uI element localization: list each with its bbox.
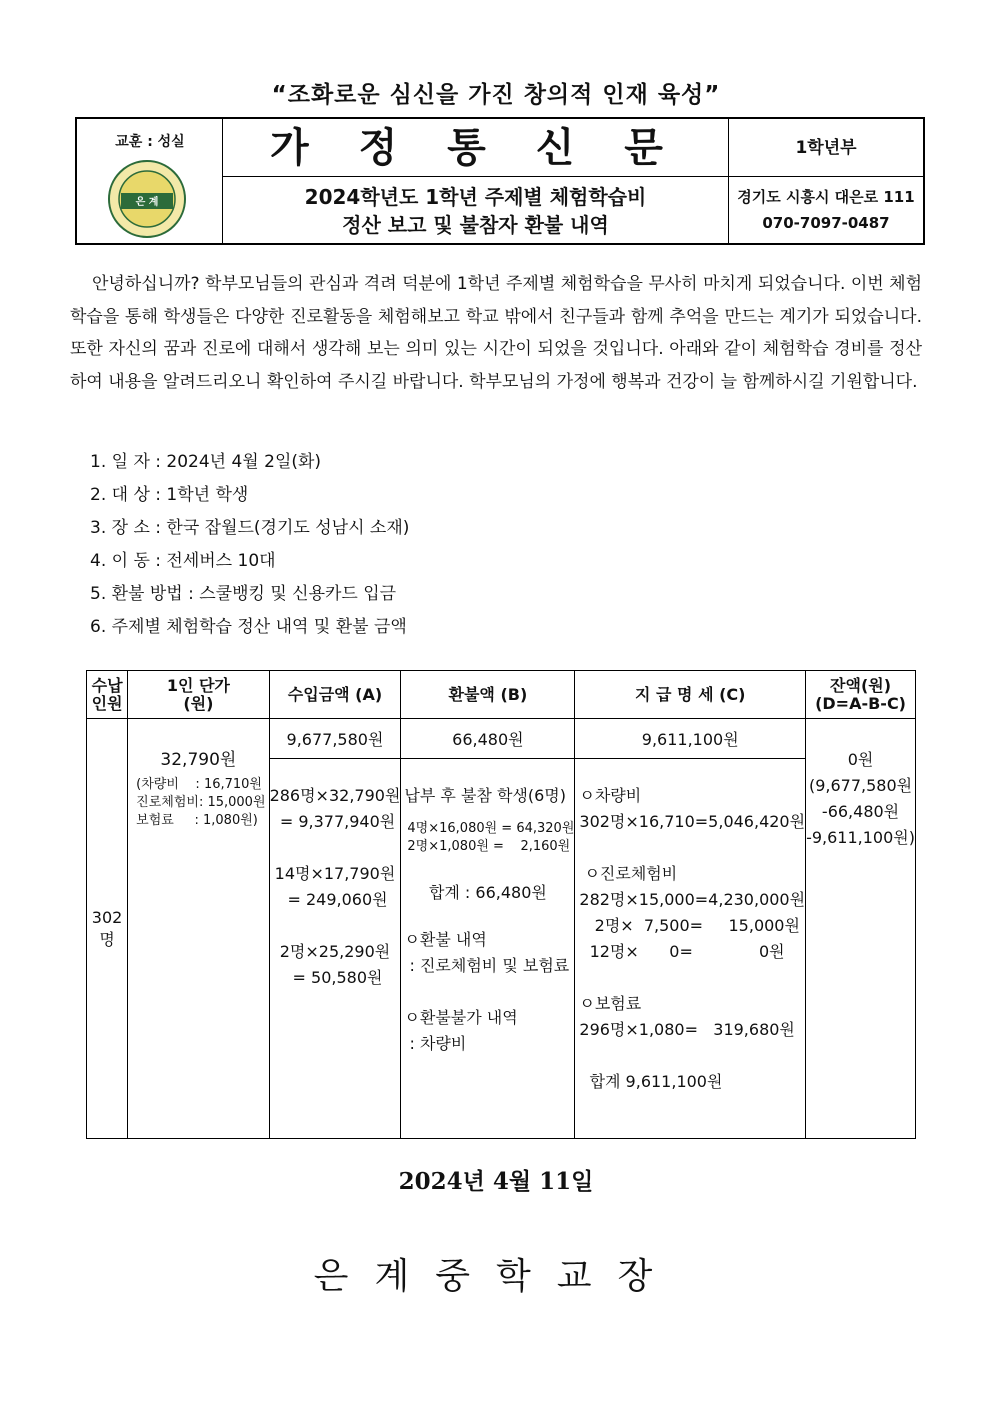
col-header-payment: 지 급 명 세 (C) — [575, 671, 806, 719]
payment-detail: ㅇ차량비 302명×16,710=5,046,420원 ㅇ진로체험비 282명×15,000=4,230,000원 2명× 7,500= 15,000원 12명× 0= 0원 ㅇ보험료 296명×1,080= 319,680원 합계 9,611,100원 — [575, 759, 806, 1139]
department: 1학년부 — [729, 119, 923, 177]
document-title: 가 정 통 신 문 — [223, 119, 729, 177]
detail-date: 1. 일 자 : 2024년 4월 2일(화) — [90, 452, 322, 472]
header-logo-cell — [77, 119, 223, 243]
col-header-refund: 환불액 (B) — [401, 671, 575, 719]
detail-target: 2. 대 상 : 1학년 학생 — [90, 485, 249, 505]
letter-header — [75, 117, 925, 245]
payment-total: 9,611,100원 — [575, 719, 806, 759]
detail-place: 3. 장 소 : 한국 잡월드(경기도 성남시 소재) — [90, 518, 410, 538]
table-header-row — [87, 671, 916, 719]
refund-title: 납부 후 불참 학생(6명) — [404, 786, 566, 805]
subtitle-line-2: 정산 보고 및 불참자 환불 내역 — [342, 213, 609, 237]
unit-price-cell — [128, 719, 269, 1139]
school-motto: 교훈 : 성실 — [115, 134, 185, 150]
svg-text:은 계: 은 계 — [135, 197, 159, 208]
unit-price: 32,790원 — [160, 750, 237, 770]
income-total: 9,677,580원 — [269, 719, 401, 759]
balance: 0원 (9,677,580원 -66,480원 -9,611,100원) — [806, 719, 916, 1139]
refund-calc: 4명×16,080원 = 64,320원 2명×1,080원 = 2,160원 — [407, 821, 575, 854]
refund-total: 66,480원 — [401, 719, 575, 759]
refund-notes: ㅇ환불 내역 : 진로체험비 및 보험료 ㅇ환불불가 내역 : 차량비 — [404, 930, 570, 1053]
col-header-count: 수납 인원 — [87, 671, 128, 719]
document-subtitle — [223, 177, 729, 243]
intro-paragraph: 안녕하십니까? 학부모님들의 관심과 격려 덕분에 1학년 주제별 체험학습을 무사히 마치게 되었습니다. 이번 체험학습을 통해 학생들은 다양한 진로활동을 체험해보고 학교 밖에서 친구들과 함께 추억을 만드는 계기가 되었습니다. 또한 자신의 꿈과 진로에 대해서 생각해 보는 의미 있는 시간이 되었을 것입니다. 아래와 같이 체험학습 경비를 정산하여 내용을 알려드리오니 확인하여 주시길 바랍니다. 학부모님의 가정에 행복과 건강이 늘 함께하시길 기원합니다. — [70, 274, 922, 392]
subtitle-line-1: 2024학년도 1학년 주제별 체험학습비 — [304, 185, 647, 209]
col-header-balance: 잔액(원) (D=A-B-C) — [806, 671, 916, 719]
income-detail: 286명×32,790원 = 9,377,940원 14명×17,790원 = 249,060원 2명×25,290원 = 50,580원 — [269, 759, 401, 1139]
student-count: 302명 — [87, 719, 128, 1139]
detail-transport: 4. 이 동 : 전세버스 10대 — [90, 551, 276, 571]
col-header-income: 수입금액 (A) — [269, 671, 401, 719]
school-contact — [729, 177, 923, 243]
refund-detail-cell — [401, 759, 575, 1139]
issue-date: 2024년 4월 11일 — [398, 1168, 594, 1195]
table-row — [87, 719, 916, 759]
school-vision: “조화로운 심신을 가진 창의적 인재 육성” — [271, 82, 721, 108]
detail-refund-method: 5. 환불 방법 : 스쿨뱅킹 및 신용카드 입금 — [90, 584, 397, 604]
school-emblem-icon — [107, 159, 187, 239]
refund-sum: 합계 : 66,480원 — [428, 883, 547, 902]
settlement-table — [86, 670, 916, 1139]
event-details-list — [90, 446, 409, 644]
school-phone: 070-7097-0487 — [762, 214, 890, 232]
unit-price-breakdown: (차량비 : 16,710원 진로체험비: 15,000원 보험료 : 1,080원) — [136, 777, 266, 828]
school-address: 경기도 시흥시 대은로 111 — [737, 188, 915, 206]
principal-signature: 은계중학교장 — [313, 1256, 679, 1297]
col-header-unit-price: 1인 단가 (원) — [128, 671, 269, 719]
detail-settlement: 6. 주제별 체험학습 정산 내역 및 환불 금액 — [90, 617, 407, 637]
